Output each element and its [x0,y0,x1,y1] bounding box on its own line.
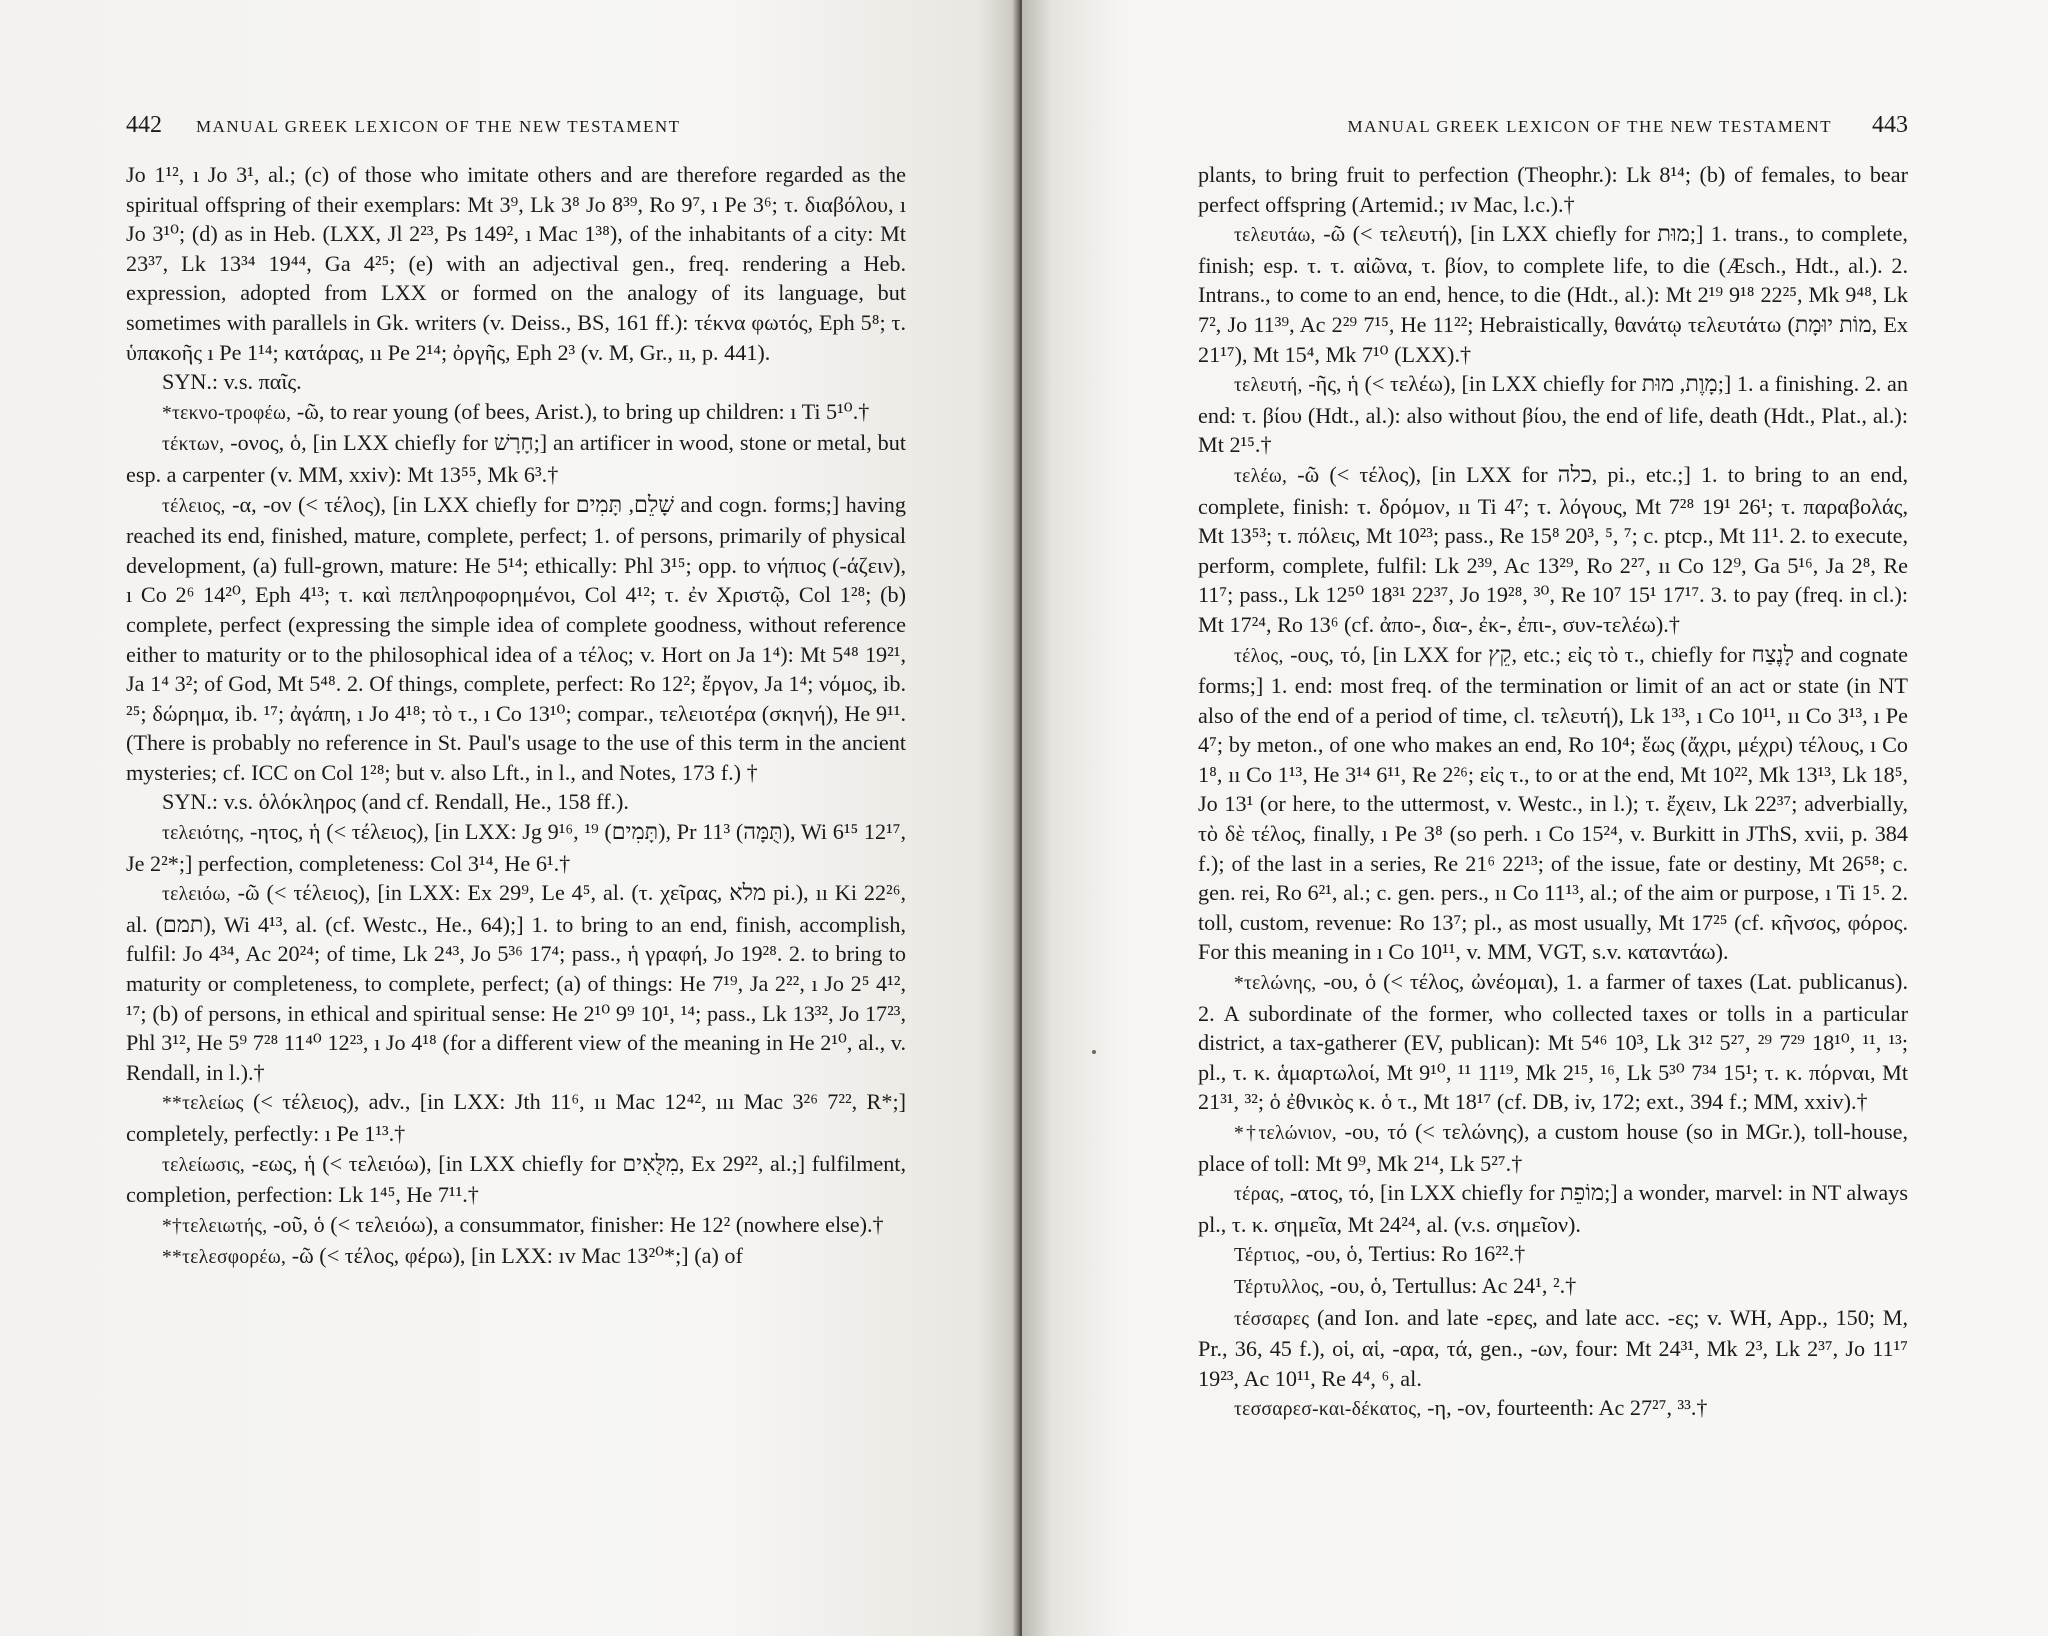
entry-text: -ου, ὁ, Tertullus: Ac 24¹, ².† [1324,1272,1577,1298]
text-column-left [126,160,906,1273]
lexicon-entry [126,490,906,788]
lexicon-entry [126,817,906,878]
continuation-paragraph [126,160,906,367]
continuation-paragraph [1198,160,1908,219]
entry-headword: *†τελώνιον, [1234,1123,1337,1144]
entry-headword: τελειόω, [162,884,231,906]
entry-text: Jo 1¹², ı Jo 3¹, al.; (c) of those who imitate others and are therefore regarded as the spiritual offspring of their exemplars: Mt 3⁹, Lk 3⁸ Jo 8³⁹, Ro 9⁷, ı Pe 3⁶; τ. διαβόλου, ı Jo 3¹⁰; (d) as in Heb. (LXX, Jl 2²³, Ps 149², ı Mac 1³⁸), of the inhabitants of a city: Mt 23³⁷, Lk 13³⁴ 19⁴⁴, Ga 4²⁵; (e) with an adjectival gen., freq. rendering a Heb. expression, adopted from LXX or formed on the analogy of its language, but sometimes with parallels in Gk. writers (v. Deiss., BS, 161 ff.): τέκνα φωτός, Eph 5⁸; τ. ὑπακοῆς ı Pe 1¹⁴; κατάρας, ıı Pe 2¹⁴; ὀργῆς, Eph 2³ (v. M, Gr., ıı, p. 441). [126,162,906,365]
entry-headword: τέλειος, [162,495,226,517]
lexicon-entry [1198,640,1908,968]
left-page [0,0,1018,1636]
lexicon-entry [1198,1239,1908,1271]
entry-text: -ου, ὁ (< τέλος, ὠνέομαι), 1. a farmer of taxes (Lat. publicanus). 2. A subordinate of the former, who collected taxes or tolls in a particular district, a tax-gatherer (EV, publican): Mt 5⁴⁶ 10³, Lk 3¹² 5²⁷, ²⁹ 7²⁹ 18¹⁰, ¹¹, ¹³; pl., τ. κ. ἁμαρτωλοί, Mt 9¹⁰, ¹¹ 11¹⁹, Mk 2¹⁵, ¹⁶, Lk 5³⁰ 7³⁴ 15¹; τ. κ. πόρναι, Mt 21³¹, ³²; ὁ ἐθνικὸς κ. ὁ τ., Mt 18¹⁷ (cf. DB, iv, 172; ext., 394 f.; MM, xxiv).† [1198,969,1908,1115]
entry-text: -ατος, τό, [in LXX chiefly for מוֹפֵת;] a wonder, marvel: in NT always pl., τ. κ. σημεῖα, Mt 24²⁴, al. (v.s. σημεῖον). [1198,1180,1908,1237]
lexicon-entry [1198,219,1908,369]
entry-headword: **τελείως [162,1093,244,1115]
lexicon-entry [1198,1271,1908,1303]
lexicon-entry [1198,967,1908,1117]
lexicon-entry [126,1241,906,1273]
entry-headword: τελευτάω, [1234,225,1316,247]
lexicon-entry [1198,460,1908,640]
entry-text: -εως, ἡ (< τελειόω), [in LXX chiefly for מִלֻּאִים, Ex 29²², al.;] fulfilment, completion, perfection: Lk 1⁴⁵, He 7¹¹.† [126,1150,906,1208]
entry-headword: **τελεσφορέω, [162,1247,287,1269]
page-number-left: 442 [126,112,162,138]
entry-headword: *†τελειωτής, [162,1215,268,1237]
entry-text: (< τέλειος), adv., [in LXX: Jth 11⁶, ıı Mac 12⁴², ııı Mac 3²⁶ 7²², R*;] completely, perfectly: ı Pe 1¹³.† [126,1089,906,1146]
text-column-right [1198,160,1908,1425]
entry-text: SYN.: v.s. παῖς. [162,369,302,395]
entry-text: (and Ion. and late -ερες, and late acc. -ες; v. WH, App., 150; M, Pr., 36, 45 f.), οἱ, αἱ, -αρα, τά, gen., -ων, four: Mt 24³¹, Mk 2³, Lk 2³⁷, Jo 11¹⁷ 19²³, Ac 10¹¹, Re 4⁴, ⁶, al. [1198,1304,1908,1391]
entry-headword: Τέρτυλλος, [1234,1276,1325,1298]
entry-text: -ους, τό, [in LXX for קֵץ, etc.; εἰς τὸ τ., chiefly for לָנֶצַח and cognate forms;] 1. end: most freq. of the termination or limit of an act or state (in NT also of the end of a period of time, cl. τελευτή), Lk 1³³, ı Co 10¹¹, ıı Co 3¹³, ı Pe 4⁷; by meton., of one who makes an end, Ro 10⁴; ἕως (ἄχρι, μέχρι) τέλους, ı Co 1⁸, ıı Co 1¹³, He 3¹⁴ 6¹¹, Re 2²⁶; εἰς τ., to or at the end, Mt 10²², Mk 13¹³, Lk 18⁵, Jo 13¹ (or here, to the uttermost, v. Westc., in l.); τ. ἔχειν, Lk 22³⁷; adverbially, τὸ δὲ τέλος, finally, ı Pe 3⁸ (so perh. ı Co 15²⁴, v. Burkitt in JThS, xvii, p. 384 f.); of the last in a series, Re 21⁶ 22¹³; of the issue, fate or destiny, Mt 26⁵⁸; c. gen. rei, Ro 6²¹, al.; c. gen. pers., ıı Co 11¹³, al.; of the aim or purpose, ı Ti 1⁵. 2. toll, custom, revenue: Ro 13⁷; pl., as most usually, Mt 17²⁵ (cf. κῆνσος, φόρος. For this meaning in ı Co 10¹¹, v. MM, VGT, s.v. καταντάω). [1198,641,1908,965]
lexicon-entry [1198,1393,1908,1425]
lexicon-entry [126,397,906,429]
entry-text: plants, to bring fruit to perfection (Theophr.): Lk 8¹⁴; (b) of females, to bear perfect offspring (Artemid.; ıv Mac, l.c.).† [1198,162,1908,217]
entry-text: -ονος, ὁ, [in LXX chiefly for חָרָשׁ;] an artificer in wood, stone or metal, but esp. a carpenter (v. MM, xxiv): Mt 13⁵⁵, Mk 6³.† [126,430,906,487]
page-speck [1092,1050,1096,1054]
running-title-left: MANUAL GREEK LEXICON OF THE NEW TESTAMENT [196,117,681,136]
entry-text: -ητος, ἡ (< τέλειος), [in LXX: Jg 9¹⁶, ¹⁹ (תָּמִים), Pr 11³ (תֻּמָּה), Wi 6¹⁵ 12¹⁷, Je 2²*;] perfection, completeness: Col 3¹⁴, He 6¹.† [126,819,907,876]
entry-headword: τέσσαρες [1234,1308,1310,1330]
entry-headword: τεσσαρεσ-και-δέκατος, [1234,1399,1422,1421]
entry-headword: τέκτων, [162,434,225,456]
entry-headword: τέρας, [1234,1184,1285,1206]
running-head-right [1198,112,1908,152]
entry-text: -ῶ (< τέλειος), [in LXX: Ex 29⁹, Le 4⁵, al. (τ. χεῖρας, מלא pi.), ıı Ki 22²⁶, al. (תמם), Wi 4¹³, al. (cf. Westc., He., 64);] 1. to bring to an end, finish, accomplish, fulfil: Jo 4³⁴, Ac 20²⁴; of time, Lk 2⁴³, Jo 5³⁶ 17⁴; pass., ἡ γραφή, Jo 19²⁸. 2. to bring to maturity or completeness, to complete, perfect; (a) of things: He 7¹⁹, Ja 2²², ı Jo 2⁵ 4¹², ¹⁷; (b) of persons, in ethical and spiritual sense: He 2¹⁰ 9⁹ 10¹, ¹⁴; pass., Lk 13³², Jo 17²³, Phl 3¹², He 5⁹ 7²⁸ 11⁴⁰ 12²³, ı Jo 4¹⁸ (for a different view of the meaning in He 2¹⁰, al., v. Rendall, in l.).† [126,880,906,1085]
synonym-note [126,367,906,397]
entry-text: -ῶ (< τέλος, φέρω), [in LXX: ıv Mac 13²⁰*;] (a) of [286,1243,743,1269]
entry-text: -η, -ον, fourteenth: Ac 27²⁷, ³³.† [1421,1395,1708,1421]
entry-headword: τέλος, [1234,645,1284,667]
lexicon-entry [126,1210,906,1242]
entry-text: SYN.: v.s. ὁλόκληρος (and cf. Rendall, He., 158 ff.). [162,789,629,815]
entry-headword: Τέρτιος, [1234,1245,1301,1267]
entry-text: -ῶ (< τέλος), [in LXX for כלה, pi., etc.;] 1. to bring to an end, complete, finish: τ. δρόμον, ıı Ti 4⁷; τ. λόγους, Mt 7²⁸ 19¹ 26¹; τ. παραβολάς, Mt 13⁵³; τ. πόλεις, Mt 10²³; pass., Re 15⁸ 20³, ⁵, ⁷; c. ptcp., Mt 11¹. 2. to execute, perform, complete, fulfil: Lk 2³⁹, Ac 13²⁹, Ro 2²⁷, ıı Co 12⁹, Ga 5¹⁶, Ja 2⁸, Re 11⁷; pass., Lk 12⁵⁰ 18³¹ 22³⁷, Jo 19²⁸, ³⁰, Re 10⁷ 15¹ 17¹⁷. 3. to pay (freq. in cl.): Mt 17²⁴, Ro 13⁶ (cf. ἀπο-, δια-, ἐκ-, ἐπι-, συν-τελέω).† [1198,461,1908,637]
lexicon-entry [126,1087,906,1148]
right-page [1022,0,2048,1636]
entry-headword: τελειότης, [162,823,245,845]
running-head-left [126,112,906,152]
entry-text: -οῦ, ὁ (< τελειόω), a consummator, finisher: He 12² (nowhere else).† [267,1211,884,1237]
lexicon-entry [1198,1117,1908,1178]
entry-text: -ου, τό (< τελώνης), a custom house (so in MGr.), toll-house, place of toll: Mt 9⁹, Mk 2¹⁴, Lk 5²⁷.† [1198,1119,1909,1176]
lexicon-entry [1198,1303,1908,1394]
entry-text: -ου, ὁ, Tertius: Ro 16²².† [1300,1241,1526,1267]
lexicon-entry [126,428,906,489]
entry-text: -ῆς, ἡ (< τελέω), [in LXX chiefly for מָוֶת, מוּת;] 1. a finishing. 2. an end: τ. βίου (Hdt., al.): also without βίου, the end of life, death (Hdt., Plat., al.): Mt 2¹⁵.† [1198,371,1908,458]
entry-headword: *τελώνης, [1234,973,1317,995]
entry-headword: τελέω, [1234,465,1288,487]
entry-text: -ῶ (< τελευτή), [in LXX chiefly for מוּת;] 1. trans., to complete, finish; esp. τ. τ. αἰῶνα, τ. βίον, to complete life, to die (Æsch., Hdt., al.). 2. Intrans., to come to an end, hence, to die (Hdt., al.): Mt 2¹⁹ 9¹⁸ 22²⁵, Mk 9⁴⁸, Lk 7², Jo 11³⁹, Ac 2²⁹ 7¹⁵, He 11²²; Hebraistically, θανάτῳ τελευτάτω (מוֹת יוּמָת, Ex 21¹⁷), Mt 15⁴, Mk 7¹⁰ (LXX).† [1198,221,1908,367]
lexicon-entry [126,1149,906,1210]
entry-headword: *τεκνο-τροφέω, [162,402,292,424]
lexicon-entry [1198,1178,1908,1239]
synonym-note [126,787,906,817]
lexicon-entry [1198,369,1908,460]
entry-headword: τελευτή, [1234,375,1303,397]
running-title-right: MANUAL GREEK LEXICON OF THE NEW TESTAMENT [1347,117,1832,136]
page-number-right: 443 [1872,112,1908,138]
entry-text: -α, -ον (< τέλος), [in LXX chiefly for שָׁלֵם, תָּמִים and cogn. forms;] having reached its end, finished, mature, complete, perfect; 1. of persons, primarily of physical development, (a) full-grown, mature: He 5¹⁴; ethically: Phl 3¹⁵; opp. to νήπιος (-άζειν), ı Co 2⁶ 14²⁰, Eph 4¹³; τ. καὶ πεπληροφορημένοι, Col 4¹²; τ. ἐν Χριστῷ, Col 1²⁸; (b) complete, perfect (expressing the simple idea of complete goodness, without reference either to maturity or to the philosophical idea of a τέλος; v. Hort on Ja 1⁴): Mt 5⁴⁸ 19²¹, Ja 1⁴ 3²; of God, Mt 5⁴⁸. 2. Of things, complete, perfect: Ro 12²; ἔργον, Ja 1⁴; νόμος, ib. ²⁵; δώρημα, ib. ¹⁷; ἀγάπη, ı Jo 4¹⁸; τὸ τ., ı Co 13¹⁰; compar., τελειοτέρα (σκηνή), He 9¹¹. (There is probably no reference in St. Paul's usage to the use of this term in the ancient mysteries; cf. ICC on Col 1²⁸; but v. also Lft., in l., and Notes, 173 f.) † [126,491,906,785]
lexicon-entry [126,878,906,1087]
entry-text: -ῶ, to rear young (of bees, Arist.), to bring up children: ı Ti 5¹⁰.† [291,398,870,424]
entry-headword: τελείωσις, [162,1154,246,1176]
